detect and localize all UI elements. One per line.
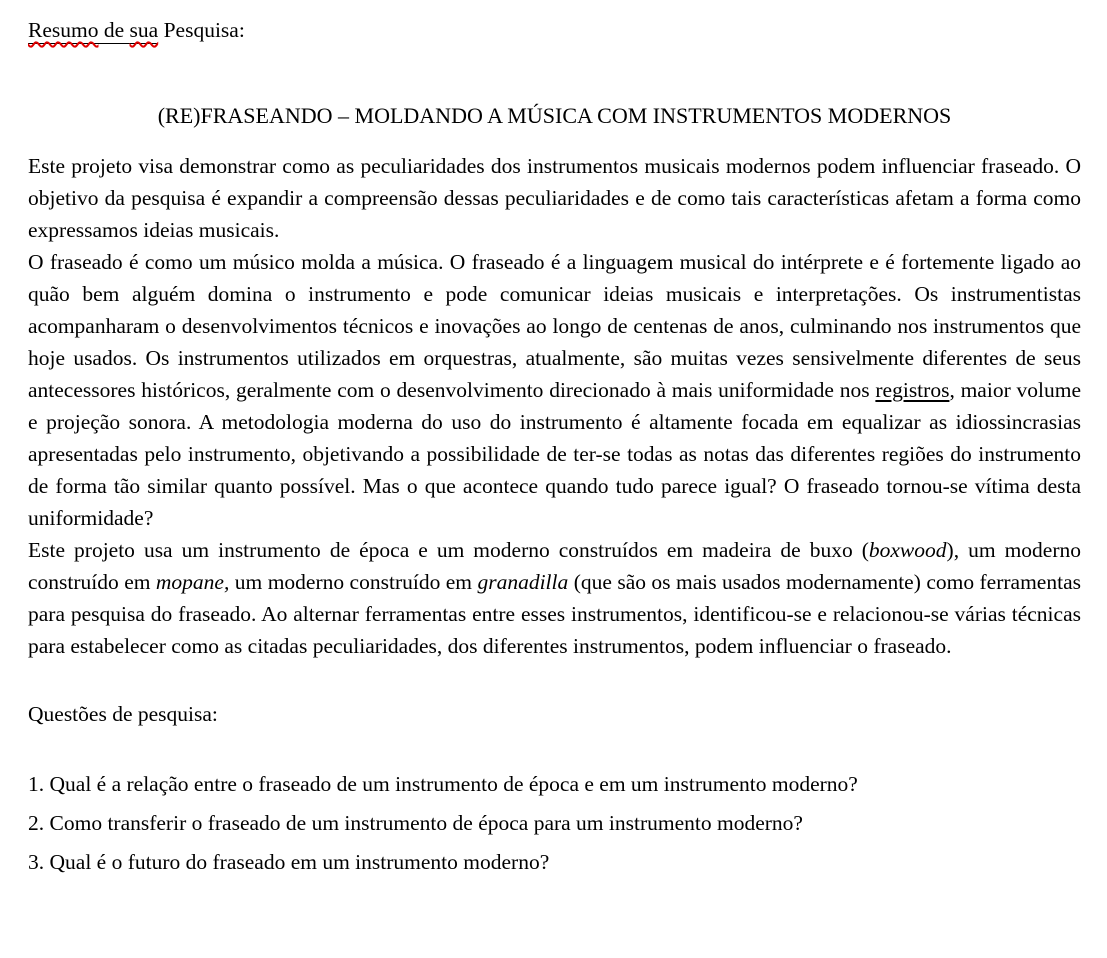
paragraph-intro: Este projeto visa demonstrar como as peculiaridades dos instrumentos musicais modernos podem influenciar fraseado. O objetivo da pesquisa é expandir a compreensão dessas peculiaridades e de como tais características afetam a forma como expressamos ideias musicais. bbox=[28, 154, 1081, 242]
document-heading: (RE)FRASEANDO – MOLDANDO A MÚSICA COM INSTRUMENTOS MODERNOS bbox=[157, 103, 952, 128]
question-item-1: 1. Qual é a relação entre o fraseado de um instrumento de época e em um instrumento moderno? bbox=[28, 772, 858, 796]
document-label: Resumo de sua Pesquisa: bbox=[28, 18, 245, 42]
questions-list bbox=[28, 768, 1081, 878]
questions-label: Questões de pesquisa: bbox=[28, 702, 218, 726]
paragraph-fraseado: O fraseado é como um músico molda a música. O fraseado é a linguagem musical do intérprete e é fortemente ligado ao quão bem alguém domina o instrumento e pode comunicar ideias musicais e interpretações. Os instrumentistas acompanharam o desenvolvimentos técnicos e inovações ao longo de centenas de anos, culminando nos instrumentos que hoje usados. Os instrumentos utilizados em orquestras, atualmente, são muitas vezes sensivelmente diferentes de seus antecessores históricos, geralmente com o desenvolvimento direcionado à mais uniformidade nos registros, maior volume e projeção sonora. A metodologia moderna do uso do instrumento é altamente focada em equalizar as idiossincrasias apresentadas pelo instrumento, objetivando a possibilidade de ter-se todas as notas das diferentes regiões do instrumento de forma tão similar quanto possível. Mas o que acontece quando tudo parece igual? O fraseado tornou-se vítima desta uniformidade? bbox=[28, 250, 1081, 530]
paragraph-instrumentos: Este projeto usa um instrumento de época e um moderno construídos em madeira de buxo (boxwood), um moderno construído em mopane, um moderno construído em granadilla (que são os mais usados modernamente) como ferramentas para pesquisa do fraseado. Ao alternar ferramentas entre esses instrumentos, identificou-se e relacionou-se várias técnicas para estabelecer como as citadas peculiaridades, dos diferentes instrumentos, podem influenciar o fraseado. bbox=[28, 538, 1081, 658]
question-item-3: 3. Qual é o futuro do fraseado em um instrumento moderno? bbox=[28, 850, 550, 874]
question-item-2: 2. Como transferir o fraseado de um instrumento de época para um instrumento moderno? bbox=[28, 811, 803, 835]
